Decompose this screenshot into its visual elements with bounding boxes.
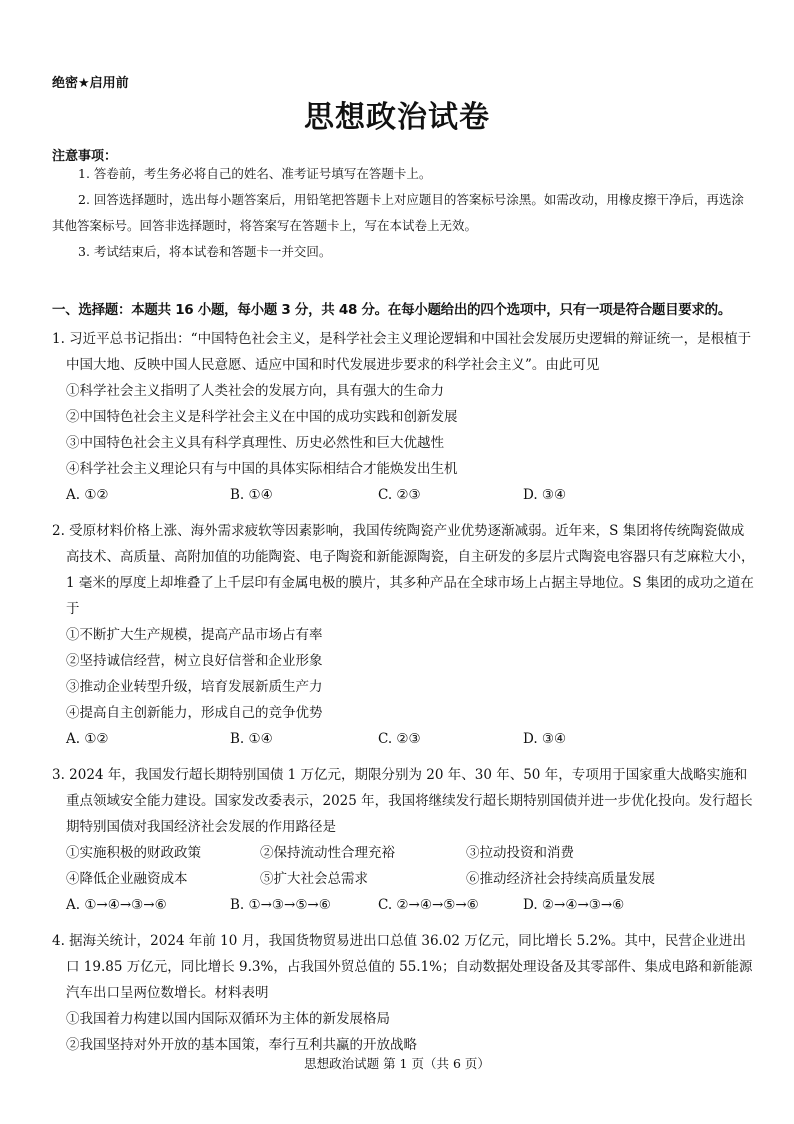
- question-1: [52, 326, 756, 508]
- notice-item-3: 3. 考试结束后，将本试卷和答题卡一并交回。: [78, 244, 332, 259]
- option-item: ①不断扩大生产规模，提高产品市场占有率: [66, 627, 323, 643]
- option-item: ①我国着力构建以国内国际双循环为主体的新发展格局: [66, 1011, 390, 1027]
- answer-choices: [52, 482, 756, 508]
- option-item: ②保持流动性合理充裕: [260, 845, 395, 861]
- question-stem: 1. 习近平总书记指出：“中国特色社会主义，是科学社会主义理论逻辑和中国社会发展历史逻辑的辩证统一，是根植于中国大地、反映中国人民意愿、适应中国和时代发展进步要求的科学社会主义”。由此可见: [52, 331, 752, 373]
- choice-a: A. ①②: [66, 731, 109, 747]
- option-item: ⑥推动经济社会持续高质量发展: [466, 871, 655, 887]
- choice-b: B. ①→③→⑤→⑥: [230, 897, 331, 913]
- option-item: ③中国特色社会主义具有科学真理性、历史必然性和巨大优越性: [66, 435, 444, 451]
- option-item: ①实施积极的财政政策: [66, 845, 201, 861]
- choice-c: C. ②③: [378, 731, 421, 747]
- option-row: [52, 840, 756, 866]
- option-item: ②我国坚持对外开放的基本国策，奉行互利共赢的开放战略: [66, 1037, 417, 1053]
- choice-d: D. ③④: [523, 731, 567, 747]
- notice-item-1: 1. 答卷前，考生务必将自己的姓名、准考证号填写在答题卡上。: [78, 166, 432, 181]
- choice-c: C. ②③: [378, 487, 421, 503]
- question-stem: 4. 据海关统计，2024 年前 10 月，我国货物贸易进出口总值 36.02 万亿元，同比增长 5.2%。其中，民营企业进出口 19.85 万亿元，同比增长 9.3%，占我国外贸总值的 55.1%；自动数据处理设备及其零部件、集成电路和新能源汽车出口呈两位数增长。材料表明: [52, 933, 753, 1001]
- question-2: [52, 518, 756, 752]
- question-stem: 2. 受原材料价格上涨、海外需求疲软等因素影响，我国传统陶瓷产业优势逐渐减弱。近年来，S 集团将传统陶瓷做成高技术、高质量、高附加值的功能陶瓷、电子陶瓷和新能源陶瓷，自主研发的多层片式陶瓷电容器只有芝麻粒大小，1 毫米的厚度上却堆叠了上千层印有金属电极的膜片，其多种产品在全球市场上占据主导地位。S 集团的成功之道在于: [52, 523, 755, 617]
- answer-choices: [52, 892, 756, 918]
- option-item: ②坚持诚信经营，树立良好信誉和企业形象: [66, 653, 323, 669]
- option-item: ③拉动投资和消费: [466, 845, 574, 861]
- answer-choices: [52, 726, 756, 752]
- choice-d: D. ③④: [523, 487, 567, 503]
- option-item: ④降低企业融资成本: [66, 871, 188, 887]
- choice-d: D. ②→④→③→⑥: [523, 897, 625, 913]
- section-title: 一、选择题：本题共 16 小题，每小题 3 分，共 48 分。在每小题给出的四个选项中，只有一项是符合题目要求的。: [52, 302, 732, 318]
- choice-b: B. ①④: [230, 487, 273, 503]
- secret-label: 绝密★启用前: [52, 76, 129, 91]
- option-item: ③推动企业转型升级，培育发展新质生产力: [66, 679, 323, 695]
- option-row: [52, 866, 756, 892]
- page-title: 思想政治试卷: [304, 100, 490, 135]
- page-footer: 思想政治试题 第 1 页（共 6 页）: [304, 1056, 490, 1071]
- choice-b: B. ①④: [230, 731, 273, 747]
- option-item: ①科学社会主义指明了人类社会的发展方向，具有强大的生命力: [66, 383, 444, 399]
- choice-a: A. ①→④→③→⑥: [66, 897, 167, 913]
- choice-a: A. ①②: [66, 487, 109, 503]
- notice-heading: 注意事项：: [52, 149, 118, 164]
- option-item: ④提高自主创新能力，形成自己的竞争优势: [66, 705, 323, 721]
- option-item: ②中国特色社会主义是科学社会主义在中国的成功实践和创新发展: [66, 409, 458, 425]
- notice-item-2: 2. 回答选择题时，选出每小题答案后，用铅笔把答题卡上对应题目的答案标号涂黑。如需改动，用橡皮擦干净后，再选涂其他答案标号。回答非选择题时，将答案写在答题卡上，写在本试卷上无效。: [52, 192, 744, 233]
- option-item: ⑤扩大社会总需求: [260, 871, 368, 887]
- question-3: [52, 762, 756, 918]
- question-4: [52, 928, 756, 1058]
- choice-c: C. ②→④→⑤→⑥: [378, 897, 479, 913]
- option-item: ④科学社会主义理论只有与中国的具体实际相结合才能焕发出生机: [66, 461, 458, 477]
- question-stem: 3. 2024 年，我国发行超长期特别国债 1 万亿元，期限分别为 20 年、30 年、50 年，专项用于国家重大战略实施和重点领域安全能力建设。国家发改委表示，2025 年，我国将继续发行超长期特别国债并进一步优化投向。发行超长期特别国债对我国经济社会发展的作用路径是: [52, 767, 753, 835]
